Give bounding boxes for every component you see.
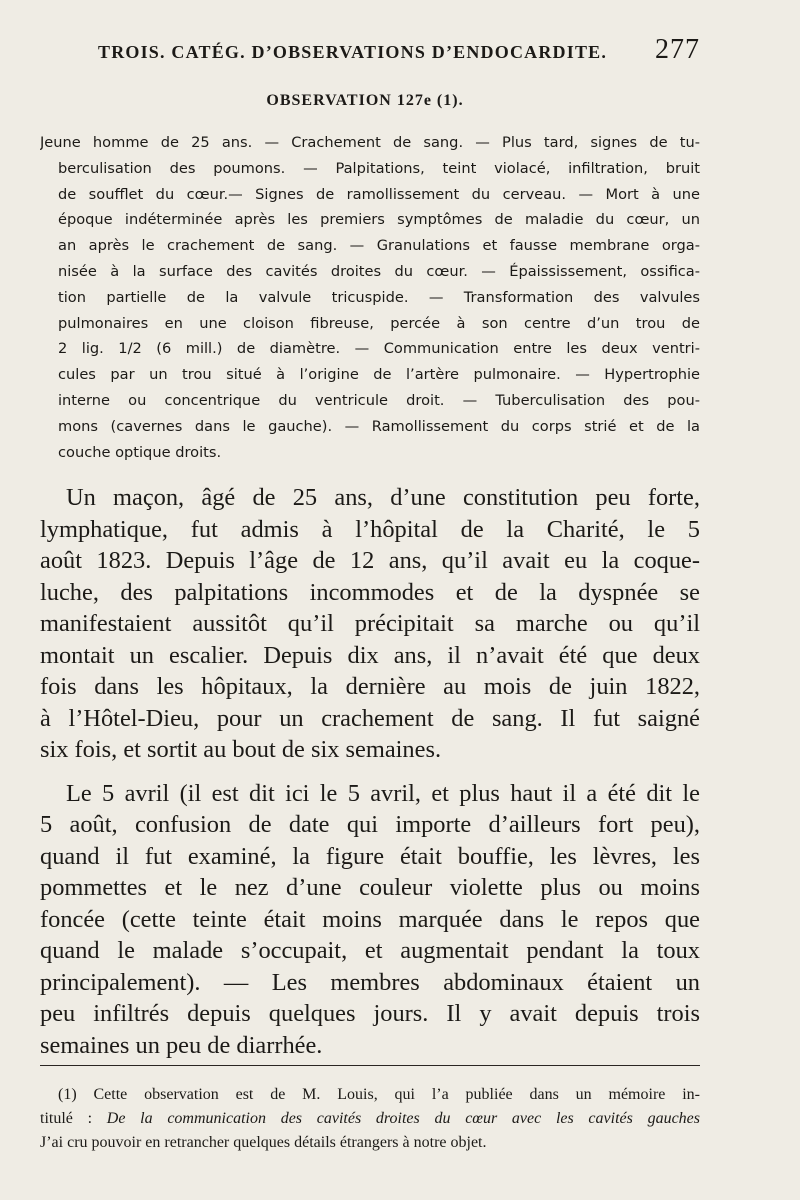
body-line: lymphatique, fut admis à l’hôpital de la Charité, le 5 xyxy=(40,515,700,543)
body-line: montait un escalier. Depuis dix ans, il n’avait été que deux xyxy=(40,641,700,669)
body-line: Un maçon, âgé de 25 ans, d’une constitution peu forte, xyxy=(66,484,700,511)
body-line: fois dans les hôpitaux, la dernière au mois de juin 1822, xyxy=(40,673,700,700)
summary-line: tion partielle de la valvule tricuspide. — Transformation des valvules xyxy=(58,288,700,306)
observation-title: OBSERVATION 127e (1). xyxy=(266,92,464,109)
footnote-divider xyxy=(40,1065,700,1066)
footnote-prefix: titulé : xyxy=(40,1110,107,1127)
body-line: à l’Hôtel-Dieu, pour un crachement de sang. Il fut saigné xyxy=(40,704,700,732)
running-title: TROIS. CATÉG. D’OBSERVATIONS D’ENDOCARDITE. xyxy=(98,42,608,62)
body-line: quand il fut examiné, la figure était bouffie, les lèvres, les xyxy=(40,842,700,870)
summary-line: 2 lig. 1/2 (6 mill.) de diamètre. — Communication entre les deux ventri- xyxy=(58,340,700,358)
body-line: peu infiltrés depuis quelques jours. Il y avait depuis trois xyxy=(40,1000,700,1027)
summary-line: de soufflet du cœur.— Signes de ramollissement du cerveau. — Mort à une xyxy=(58,185,700,203)
page-number: 277 xyxy=(655,34,700,65)
body-line: foncée (cette teinte était moins marquée dans le repos que xyxy=(40,905,700,933)
footnote xyxy=(40,1083,700,1155)
footnote-line xyxy=(40,1107,700,1131)
body-line: principalement). — Les membres abdominaux étaient un xyxy=(40,968,700,996)
body-line: six fois, et sortit au bout de six semaines. xyxy=(40,736,442,763)
summary-line: époque indéterminée après les premiers symptômes de maladie du cœur, un xyxy=(58,211,700,229)
summary-line: cules par un trou situé à l’origine de l’artère pulmonaire. — Hypertrophie xyxy=(58,366,700,384)
summary-line: mons (cavernes dans le gauche). — Ramollissement du corps strié et de la xyxy=(58,417,700,435)
summary-line: nisée à la surface des cavités droites du cœur. — Épaississement, ossifica- xyxy=(58,262,700,280)
body-line: 5 août, confusion de date qui importe d’ailleurs fort peu), xyxy=(40,811,700,838)
running-head xyxy=(98,34,700,66)
body-line: Le 5 avril (il est dit ici le 5 avril, et plus haut il a été dit le xyxy=(66,779,700,807)
summary-line: an après le crachement de sang. — Granulations et fausse membrane orga- xyxy=(58,237,700,255)
body-line: août 1823. Depuis l’âge de 12 ans, qu’il avait eu la coque- xyxy=(40,547,700,574)
summary-line: berculisation des poumons. — Palpitations, teint violacé, infiltration, bruit xyxy=(58,159,700,177)
observation-summary xyxy=(40,130,700,465)
summary-line: pulmonaires en une cloison fibreuse, percée à son centre d’un trou de xyxy=(58,314,700,332)
footnote-line: (1) Cette observation est de M. Louis, qui l’a publiée dans un mémoire in- xyxy=(58,1086,700,1103)
body-line: quand le malade s’occupait, et augmentait pendant la toux xyxy=(40,937,700,964)
body-line: pommettes et le nez d’une couleur violette plus ou moins xyxy=(40,874,700,901)
body-line: manifestaient aussitôt qu’il précipitait sa marche ou qu’il xyxy=(40,610,700,637)
summary-line: Jeune homme de 25 ans. — Crachement de sang. — Plus tard, signes de tu- xyxy=(40,134,700,151)
summary-line: interne ou concentrique du ventricule droit. — Tuberculisation des pou- xyxy=(58,391,700,409)
body-line: luche, des palpitations incommodes et de la dyspnée se xyxy=(40,578,700,606)
body-line: semaines un peu de diarrhée. xyxy=(40,1031,323,1059)
paragraph-1 xyxy=(40,482,700,766)
body-text xyxy=(40,482,700,1061)
footnote-line: J’ai cru pouvoir en retrancher quelques détails étrangers à notre objet. xyxy=(40,1134,487,1151)
paragraph-2 xyxy=(40,778,700,1062)
footnote-memoir-title: De la communication des cavités droites du cœur avec les cavités gauches xyxy=(106,1110,701,1127)
summary-line: couche optique droits. xyxy=(58,443,222,461)
